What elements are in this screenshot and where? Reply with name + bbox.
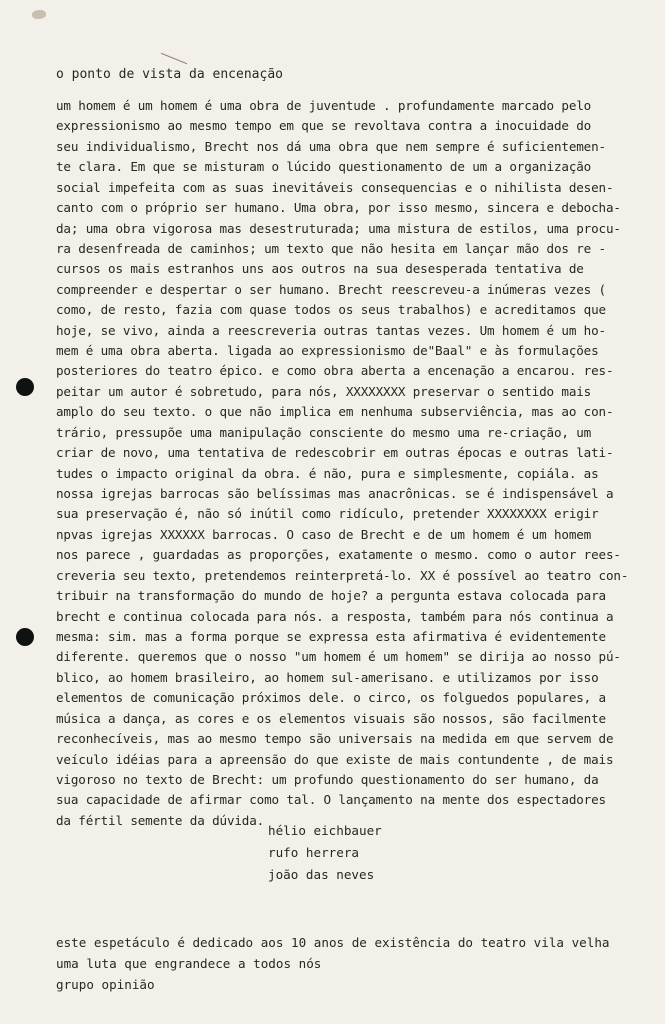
body-line: nossa igrejas barrocas são belíssimas mas anacrônicas. se é indispensável a bbox=[56, 486, 614, 502]
dedication-line: uma luta que engrandece a todos nós bbox=[56, 956, 322, 971]
signature-name: hélio eichbauer bbox=[268, 823, 382, 838]
body-line: como, de resto, fazia com quase todos os seus trabalhos) e acreditamos que bbox=[56, 302, 606, 318]
body-line: blico, ao homem brasileiro, ao homem sul-amerisano. e utilizamos por isso bbox=[56, 669, 599, 685]
body-line: elementos de comunicação próximos dele. o circo, os folguedos populares, a bbox=[56, 690, 606, 706]
body-line: vigoroso no texto de Brecht: um profundo questionamento do ser humano, da bbox=[56, 771, 599, 787]
signature-name: rufo herrera bbox=[268, 845, 359, 860]
body-line: amplo do seu texto. o que não implica em nenhuma subserviência, mas ao con- bbox=[56, 404, 614, 420]
body-line: da; uma obra vigorosa mas desestruturada; uma mistura de estilos, uma procu- bbox=[56, 220, 621, 236]
body-line: nos parece , guardadas as proporções, exatamente o mesmo. como o autor rees- bbox=[56, 547, 621, 563]
body-line: brecht e continua colocada para nós. a resposta, também para nós continua a bbox=[56, 608, 614, 624]
punch-hole-top bbox=[16, 378, 34, 396]
body-text bbox=[56, 96, 628, 831]
body-line: peitar um autor é sobretudo, para nós, XXXXXXXX preservar o sentido mais bbox=[56, 383, 592, 399]
body-line: mesma: sim. mas a forma porque se expressa esta afirmativa é evidentemente bbox=[56, 628, 606, 644]
signature-block bbox=[268, 820, 382, 886]
body-line: sua capacidade de afirmar como tal. O lançamento na mente dos espectadores bbox=[56, 792, 606, 808]
body-line: seu individualismo, Brecht nos dá uma obra que nem sempre é suficientemen- bbox=[56, 138, 606, 154]
dedication-block bbox=[56, 932, 610, 995]
body-line: tudes o impacto original da obra. é não, pura e simplesmente, copiála. as bbox=[56, 465, 599, 481]
body-line: da fértil semente da dúvida. bbox=[56, 812, 265, 828]
body-line: ra desenfreada de caminhos; um texto que não hesita em lançar mão dos re - bbox=[56, 240, 606, 256]
body-line: posteriores do teatro épico. e como obra aberta a encenação a encarou. res- bbox=[56, 363, 614, 379]
body-line: cursos os mais estranhos uns aos outros na sua desesperada tentativa de bbox=[56, 261, 584, 277]
body-line: trário, pressupõe uma manipulação consciente do mesmo uma re-criação, um bbox=[56, 424, 592, 440]
body-line: creveria seu texto, pretendemos reinterpretá-lo. XX é possível ao teatro con- bbox=[56, 567, 629, 583]
body-line: um homem é um homem é uma obra de juventude . profundamente marcado pelo bbox=[56, 98, 592, 113]
body-line: música a dança, as cores e os elementos visuais são nossos, são facilmente bbox=[56, 710, 606, 726]
body-line: criar de novo, uma tentativa de redescobrir em outras épocas e outras lati- bbox=[56, 445, 614, 461]
body-line: npvas igrejas XXXXXX barrocas. O caso de Brecht e de um homem é um homem bbox=[56, 526, 592, 542]
dedication-line: este espetáculo é dedicado aos 10 anos de existência do teatro vila velha bbox=[56, 935, 610, 950]
pencil-mark bbox=[161, 53, 187, 64]
dedication-line: grupo opinião bbox=[56, 977, 155, 992]
punch-hole-bottom bbox=[16, 628, 34, 646]
ink-smudge bbox=[32, 10, 46, 19]
body-line: compreender e despertar o ser humano. Brecht reescreveu-a inúmeras vezes ( bbox=[56, 281, 606, 297]
body-line: expressionismo ao mesmo tempo em que se revoltava contra a inocuidade do bbox=[56, 118, 592, 134]
signature-name: joão das neves bbox=[268, 867, 375, 882]
body-line: veículo idéias para a apreensão do que existe de mais contundente , de mais bbox=[56, 751, 614, 767]
body-line: hoje, se vivo, ainda a reescreveria outras tantas vezes. Um homem é um ho- bbox=[56, 322, 606, 338]
body-line: tribuir na transformação do mundo de hoje? a pergunta estava colocada para bbox=[56, 588, 606, 604]
body-line: social impefeita com as suas inevitáveis consequencias e o nihilista desen- bbox=[56, 179, 614, 195]
body-line: mem é uma obra aberta. ligada ao expressionismo de"Baal" e às formulações bbox=[56, 343, 599, 359]
document-heading: o ponto de vista da encenação bbox=[56, 67, 283, 82]
body-line: te clara. Em que se misturam o lúcido questionamento de um a organização bbox=[56, 159, 592, 175]
body-line: sua preservação é, não só inútil como ridículo, pretender XXXXXXXX erigir bbox=[56, 506, 599, 522]
body-line: canto com o próprio ser humano. Uma obra, por isso mesmo, sincera e debocha- bbox=[56, 200, 621, 216]
body-line: diferente. queremos que o nosso "um homem é um homem" se dirija ao nosso pú- bbox=[56, 649, 621, 665]
body-line: reconhecíveis, mas ao mesmo tempo são universais na medida em que servem de bbox=[56, 731, 614, 747]
